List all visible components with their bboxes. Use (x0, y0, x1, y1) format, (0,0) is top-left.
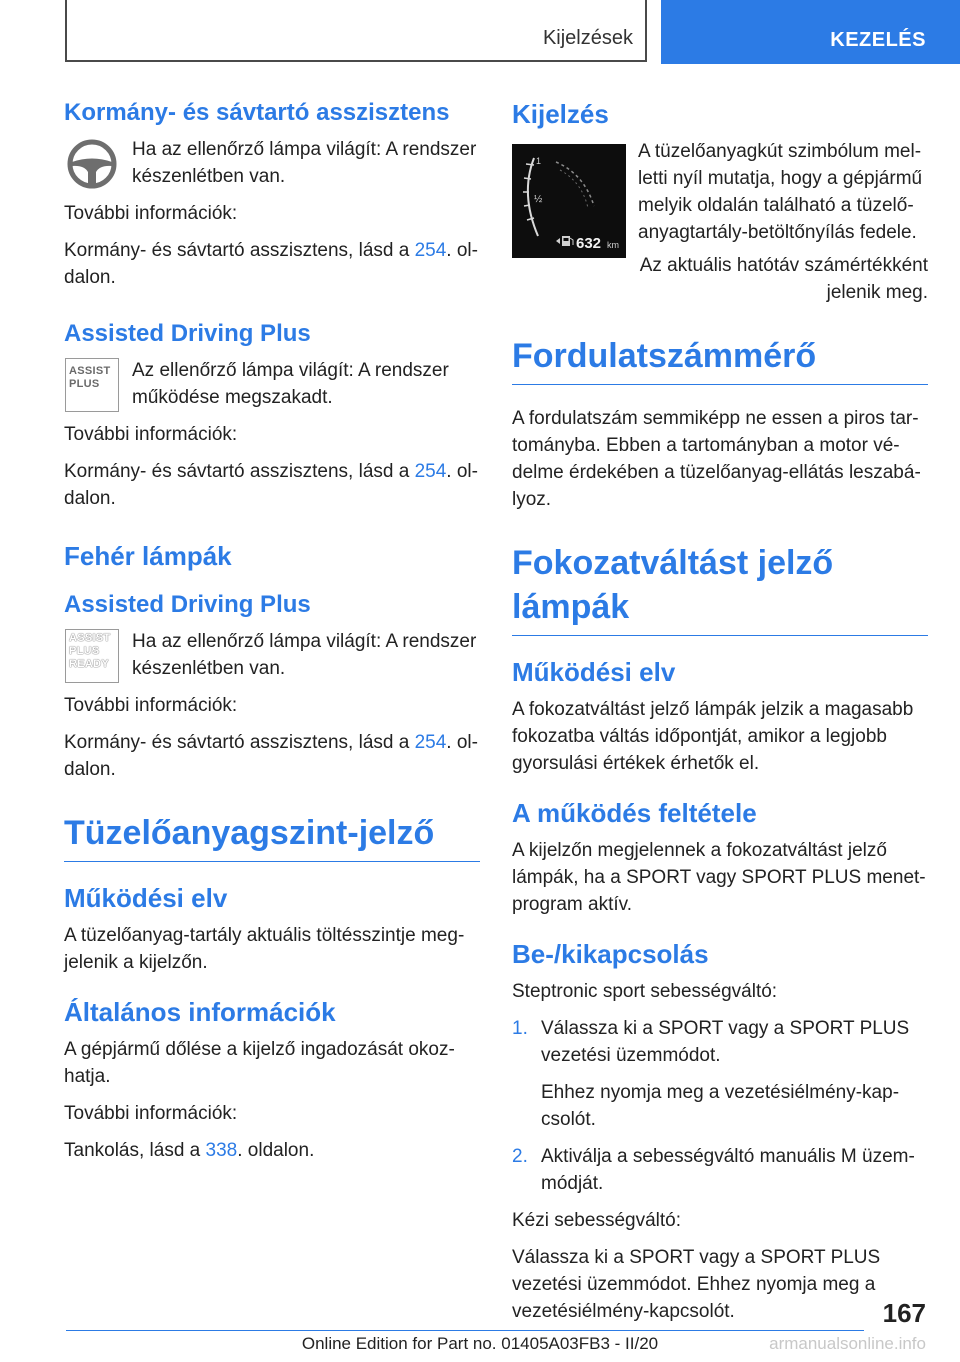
heading-tachometer: Fordulatszámmérő (512, 334, 928, 385)
shift-principle-text: A fokozatváltást jelző lámpák jelzik a magasabb fokozatba váltás időpontját, amikor a legjobb gyorsulási értékek érhetők el. (512, 699, 914, 774)
heading-white-lamps: Fehér lámpák (64, 541, 232, 571)
indicator-assist-plus (64, 357, 480, 413)
indicator-assist-plus-ready (64, 628, 480, 684)
tachometer-text: A fordulatszám semmiképp ne essen a piros tartományba. Ebben a tartományban a motor védelme érdekében a tüzelőanyag-ellátás leszabályoz. (512, 408, 921, 510)
heading-steering-assistant: Kormány- és sávtartó asszisztens (64, 99, 450, 126)
indicator-steering-text: Ha az ellenőrző lámpa világít: A rendszer készenlétben van. (132, 139, 477, 187)
steering-wheel-icon (64, 136, 120, 192)
assist-plus-icon: ASSIST PLUS (64, 357, 120, 413)
assist-plus-ready-icon: ASSIST PLUS READY (64, 628, 120, 684)
more-info-label: További információk: (64, 1103, 238, 1124)
header-chapter-tab[interactable] (661, 0, 960, 64)
page-link-254[interactable]: 254 (414, 461, 447, 482)
gauge-range-unit: km (607, 240, 619, 250)
list-item: 2. Aktiválja a sebességváltó manuális M üzemmódját. (512, 1146, 915, 1194)
heading-general-info: Általános információk (64, 997, 336, 1027)
gauge-range-value: 632 (576, 235, 602, 252)
more-info-label: További információk: (64, 424, 238, 445)
heading-fuel-gauge: Tüzelőanyagszint-jelző (64, 811, 480, 862)
left-column (64, 98, 480, 1164)
heading-shift-lights: Fokozatváltást jelző lámpák (512, 541, 928, 636)
steptronic-label: Steptronic sport sebességváltó: (512, 981, 778, 1002)
page-link-338[interactable]: 338 (205, 1140, 238, 1161)
page-link-254[interactable]: 254 (414, 732, 447, 753)
header-section-box (65, 0, 647, 62)
right-column (512, 98, 928, 1325)
gauge-tick-full: 1 (536, 156, 542, 166)
heading-on-off: Be-/kikapcsolás (512, 939, 709, 969)
heading-assisted-driving-plus: Assisted Driving Plus (64, 320, 311, 347)
footer-watermark: armanualsonline.info (769, 1334, 926, 1353)
display-text-1: A tüzelőanyagkút szimbólum melletti nyíl mutatja, hogy a gépjármű melyik oldalán található a tüzelőanyagtartály-betöltőnyílás fedele. (638, 141, 923, 243)
footer-divider (66, 1330, 864, 1331)
fuel-gauge-image (512, 144, 626, 258)
reference-text: Tankolás, lásd a 338. oldalon. (64, 1140, 315, 1161)
more-info-label: További információk: (64, 203, 238, 224)
footer-edition: Online Edition for Part no. 01405A03FB3 - II/20 (301, 1334, 659, 1353)
manual-gearbox-text: Válassza ki a SPORT vagy a SPORT PLUS vezetési üzemmódot. Ehhez nyomja meg a vezetésiélmény-kapcsolót. (512, 1247, 881, 1322)
list-item: 1. Válassza ki a SPORT vagy a SPORT PLUS vezetési üzemmódot. Ehhez nyomja meg a vezetésiélmény-kapcsolót. (512, 1018, 910, 1130)
heading-principle: Működési elv (64, 883, 228, 913)
page-number: 167 (882, 1298, 926, 1328)
manual-gearbox-label: Kézi sebességváltó: (512, 1210, 681, 1231)
indicator-assist-plus-text: Az ellenőrző lámpa világít: A rendszer működése megszakadt. (132, 360, 449, 408)
reference-text: Kormány- és sávtartó asszisztens, lásd a 254. oldalon. (64, 732, 478, 780)
indicator-steering (64, 136, 480, 192)
display-text-2: Az aktuális hatótáv számértékként jelenik meg. (639, 255, 928, 303)
heading-shift-principle: Működési elv (512, 657, 676, 687)
reference-text: Kormány- és sávtartó asszisztens, lásd a 254. oldalon. (64, 461, 478, 509)
heading-shift-condition: A működés feltétele (512, 798, 757, 828)
reference-text: Kormány- és sávtartó asszisztens, lásd a 254. oldalon. (64, 240, 478, 288)
fuel-display-block (512, 138, 928, 306)
page-link-254[interactable]: 254 (414, 240, 447, 261)
steps-list (512, 1015, 928, 1197)
general-info-text: A gépjármű dőlése a kijelző ingadozását okozhatja. (64, 1039, 455, 1087)
principle-text: A tüzelőanyag-tartály aktuális töltésszintje megjelenik a kijelzőn. (64, 925, 465, 973)
heading-display: Kijelzés (512, 99, 609, 129)
more-info-label: További információk: (64, 695, 238, 716)
header-chapter-label: KEZELÉS (830, 29, 926, 51)
header-section-title: Kijelzések (542, 27, 633, 49)
heading-assisted-driving-plus-ready: Assisted Driving Plus (64, 591, 311, 618)
shift-condition-text: A kijelzőn megjelennek a fokozatváltást jelző lámpák, ha a SPORT vagy SPORT PLUS menetprogram aktív. (512, 840, 926, 915)
indicator-assist-plus-ready-text: Ha az ellenőrző lámpa világít: A rendszer készenlétben van. (132, 631, 477, 679)
gauge-tick-half: ½ (534, 194, 543, 205)
